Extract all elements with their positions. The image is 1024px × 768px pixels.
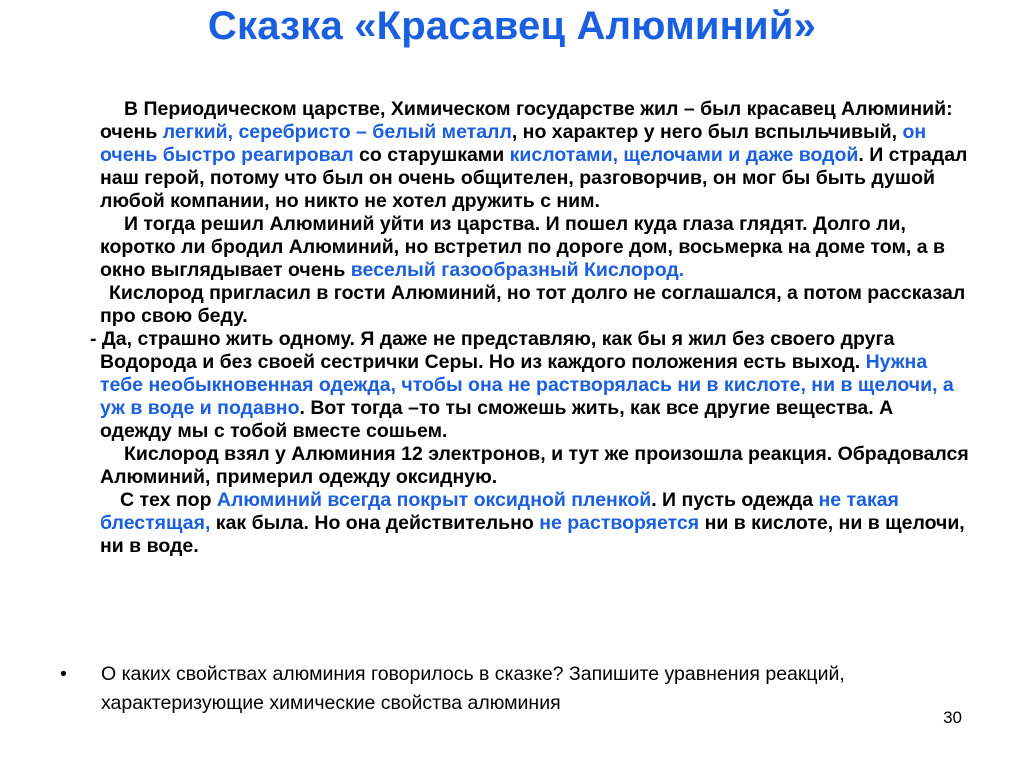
highlighted-phrase: легкий, серебристо – белый металл	[162, 121, 512, 143]
story-text-run: Кислород взял у Алюминия 12 электронов, и тут же произошла реакция. Обрадовался Алюминий, примерил одежду оксидную.	[100, 443, 969, 488]
highlighted-phrase: он очень быстро реагировал	[100, 121, 927, 166]
story-text	[90, 98, 970, 558]
story-paragraph-4	[90, 328, 970, 443]
story-text-run: - Да, страшно жить одному. Я даже не представляю, как бы я жил без своего друга Водорода и без своей сестрички Серы. Но из каждого положения есть выход.	[90, 328, 895, 373]
highlighted-phrase: кислотами, щелочами и даже водой	[509, 144, 859, 166]
story-text-run: С тех пор	[120, 489, 217, 511]
highlighted-phrase: Нужна тебе необыкновенная одежда, чтобы она не растворялась ни в кислоте, ни в щелочи, а уж в воде и подавно	[100, 351, 954, 419]
story-text-run: , но характер у него был вспыльчивый,	[511, 121, 903, 143]
story-text-run: И тогда решил Алюминий уйти из царства. И пошел куда глаза глядят. Долго ли, коротко ли бродил Алюминий, но встретил по дороге дом, восьмерка на доме том, а в окно выглядывает очень	[100, 213, 945, 281]
story-text-run: . И страдал наш герой, потому что был он очень общителен, разговорчив, он мог бы быть душой любой компании, но никто не хотел дружить с ним.	[100, 144, 968, 212]
story-text-run: . Вот тогда –то ты сможешь жить, как все другие вещества. А одежду мы с тобой вместе сошьем.	[100, 397, 894, 442]
story-text-run: . И пусть одежда	[651, 489, 819, 511]
story-paragraph-6	[100, 489, 970, 558]
story-text-run: Кислород пригласил в гости Алюминий, но тот долго не соглашался, а потом рассказал про свою беду.	[100, 282, 966, 327]
question-text: О каких свойствах алюминия говорилось в сказке? Запишите уравнения реакций, характеризующие химические свойства алюминия	[101, 663, 845, 714]
bullet-icon: •	[60, 663, 67, 685]
highlighted-phrase: Алюминий всегда покрыт оксидной пленкой	[216, 489, 652, 511]
story-text-run: со старушками	[353, 144, 510, 166]
story-text-run: В Периодическом царстве, Химическом государстве жил – был красавец Алюминий: очень	[100, 98, 953, 143]
page-number: 30	[943, 708, 962, 727]
slide-title: Сказка «Красавец Алюминий»	[207, 4, 817, 48]
story-paragraph-5	[100, 443, 970, 489]
story-paragraph-2	[100, 213, 970, 282]
story-text-run: ни в кислоте, ни в щелочи, ни в воде.	[100, 512, 965, 557]
highlighted-phrase: не такая блестящая,	[100, 489, 899, 534]
story-paragraph-3	[100, 282, 970, 328]
highlighted-phrase: не растворяется	[539, 512, 700, 534]
story-paragraph-1	[100, 98, 970, 213]
story-text-run: как была. Но она действительно	[210, 512, 540, 534]
highlighted-phrase: веселый газообразный Кислород.	[350, 259, 685, 281]
